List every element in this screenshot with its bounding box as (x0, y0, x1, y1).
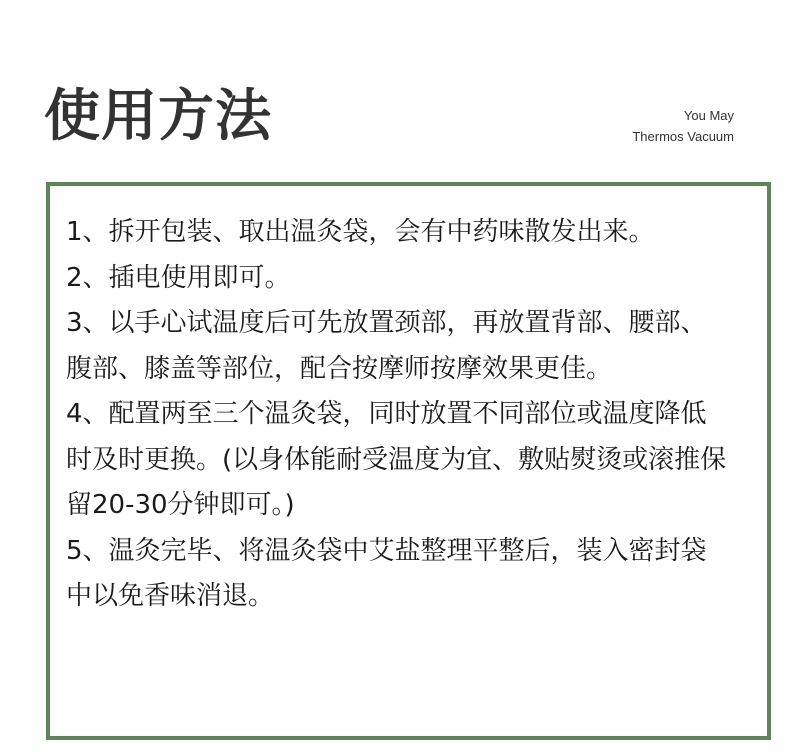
instructions-panel (46, 182, 771, 740)
instruction-step-5: 5、温灸完毕、将温灸袋中艾盐整理平整后，装入密封袋中以免香味消退。 (66, 535, 707, 611)
brand-line-2: Thermos Vacuum (632, 129, 734, 144)
instruction-step-3: 3、以手心试温度后可先放置颈部，再放置背部、腰部、腹部、膝盖等部位，配合按摩师按摩效果更佳。 (66, 308, 707, 384)
instruction-step-2: 2、插电使用即可。 (66, 262, 291, 293)
brand-line-1: You May (683, 108, 734, 123)
instruction-list (66, 210, 731, 620)
brand-caption (632, 105, 734, 147)
page-title: 使用方法 (44, 84, 272, 149)
instruction-step-4: 4、配置两至三个温灸袋，同时放置不同部位或温度降低时及时更换。(以身体能耐受温度为宜、敷贴熨烫或滚推保留20-30分钟即可。) (66, 399, 727, 520)
instruction-step-1: 1、拆开包装、取出温灸袋，会有中药味散发出来。 (66, 217, 655, 247)
